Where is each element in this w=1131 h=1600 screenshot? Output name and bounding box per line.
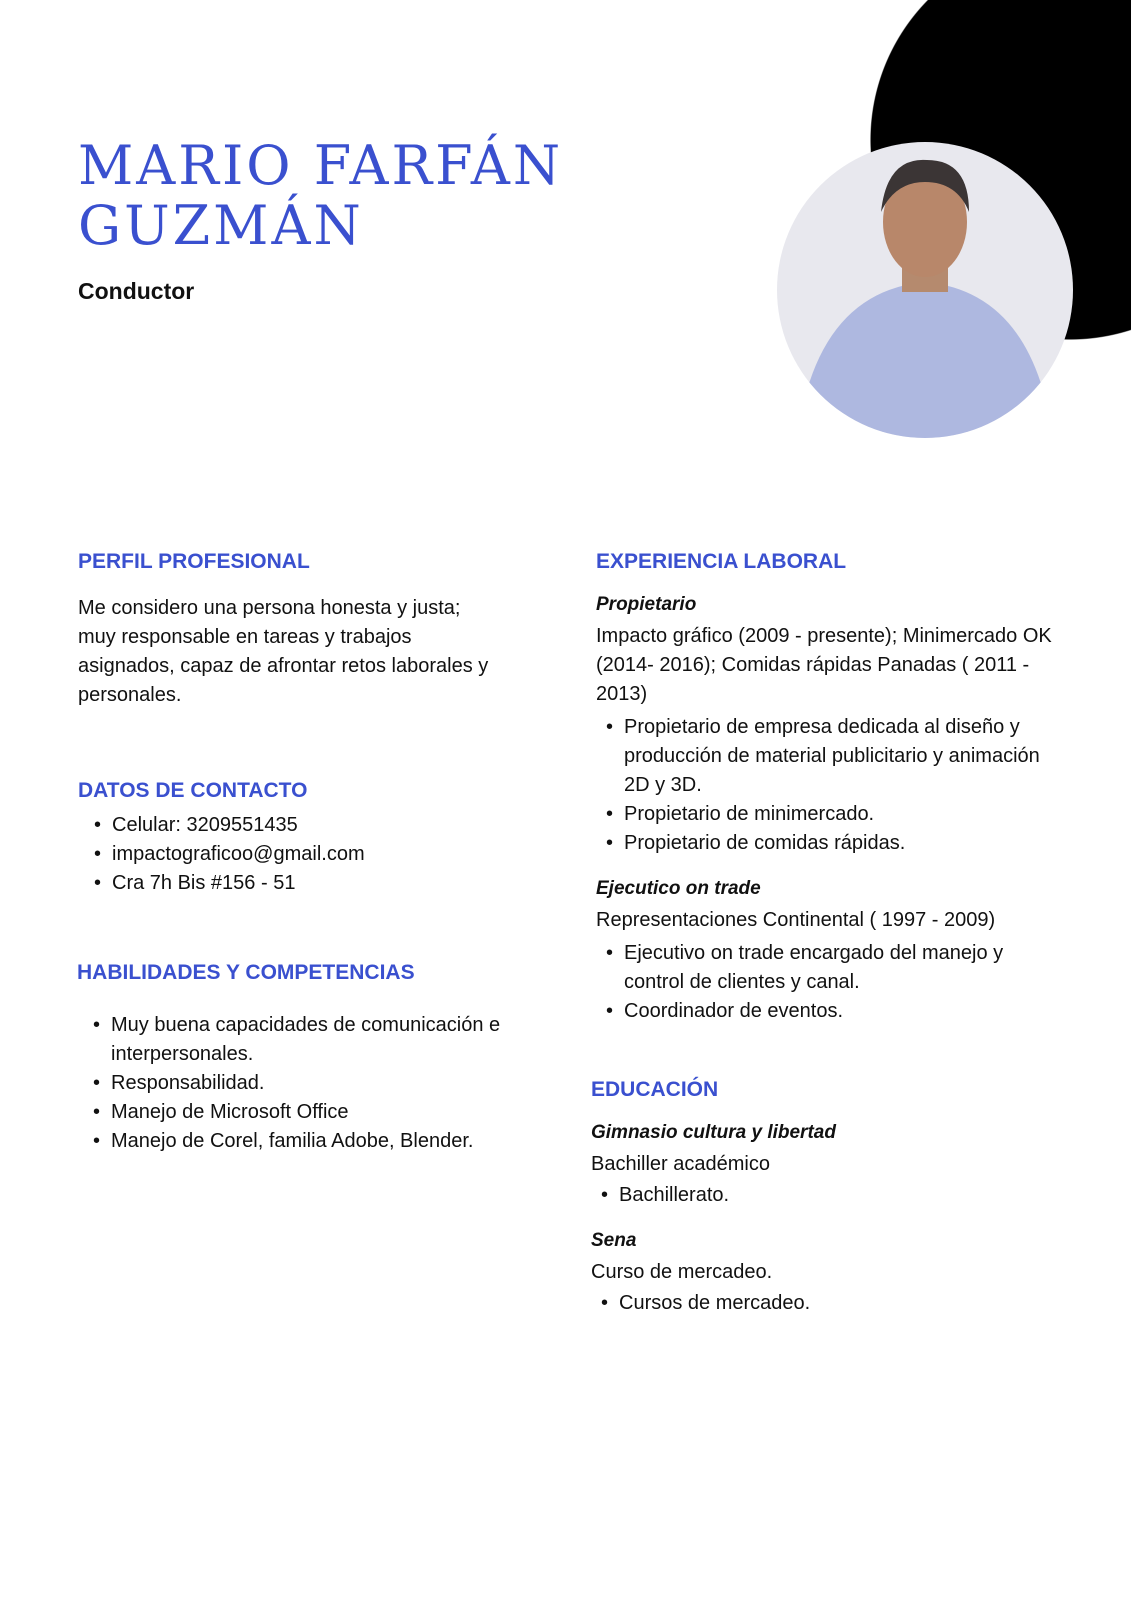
perfil-text: Me considero una persona honesta y justa; muy responsable en tareas y trabajos asignados, capaz de afrontar retos laborales y personales. [78,597,489,706]
contacto-section [78,779,538,898]
name-line-1: MARIO FARFÁN [78,134,564,197]
habilidades-section [77,961,537,1156]
list-item: • Coordinador de eventos. [624,997,1056,1026]
section-heading: DATOS DE CONTACTO [78,779,308,802]
profile-photo [777,142,1073,438]
candidate-name [78,136,563,256]
list-item: • Cursos de mercadeo. [619,1289,1051,1318]
job-desc: Representaciones Continental ( 1997 - 2009) [596,909,996,931]
list-item: • Manejo de Microsoft Office [111,1098,531,1127]
school-name: Sena [591,1230,637,1251]
list-item: • Propietario de comidas rápidas. [624,829,1056,858]
section-heading: EDUCACIÓN [591,1078,719,1101]
experiencia-section [596,550,1056,1046]
list-item: • Bachillerato. [619,1181,1051,1210]
list-item: • Propietario de minimercado. [624,800,1056,829]
person-photo-icon [777,142,1073,438]
name-line-2: GUZMÁN [78,194,364,257]
list-item: • Responsabilidad. [111,1069,531,1098]
list-item: • Ejecutivo on trade encargado del manejo y control de clientes y canal. [624,939,1056,997]
perfil-section [78,550,538,710]
contact-email[interactable]: • impactograficoo@gmail.com [112,840,538,869]
degree: Bachiller académico [591,1153,770,1175]
contact-phone: • Celular: 3209551435 [112,811,538,840]
education-entry [591,1122,1051,1210]
job-entry [596,594,1056,858]
section-heading: HABILIDADES Y COMPETENCIAS [77,961,415,984]
school-name: Gimnasio cultura y libertad [591,1122,836,1143]
list-item: • Manejo de Corel, familia Adobe, Blender. [111,1127,531,1156]
job-desc: Impacto gráfico (2009 - presente); Minimercado OK (2014- 2016); Comidas rápidas Panadas ( 2011 - 2013) [596,625,1052,705]
contact-address: • Cra 7h Bis #156 - 51 [112,869,538,898]
degree: Curso de mercadeo. [591,1261,773,1283]
list-item: • Propietario de empresa dedicada al diseño y producción de material publicitario y animación 2D y 3D. [624,713,1056,800]
job-title: Ejecutico on trade [596,878,761,899]
education-entry [591,1230,1051,1318]
list-item: • Muy buena capacidades de comunicación e interpersonales. [111,1011,531,1069]
section-heading: EXPERIENCIA LABORAL [596,550,847,573]
job-entry [596,878,1056,1026]
educacion-section [591,1078,1051,1338]
job-role: Conductor [78,278,195,304]
section-heading: PERFIL PROFESIONAL [78,550,310,573]
job-title: Propietario [596,594,697,615]
